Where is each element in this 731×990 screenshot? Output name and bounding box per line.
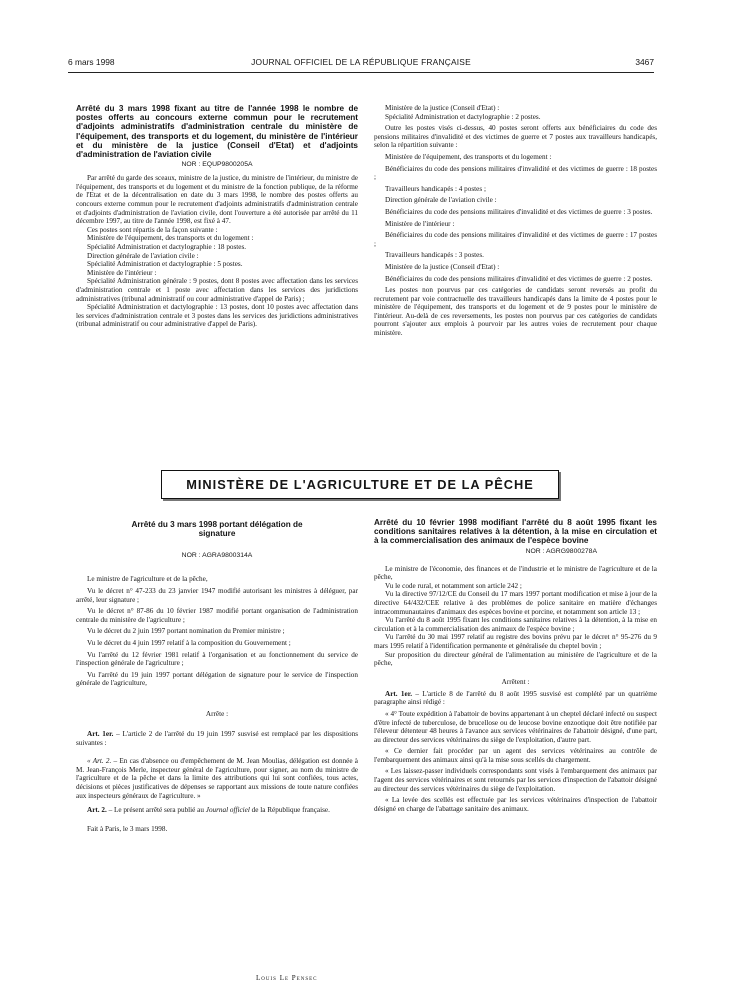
paragraph: Vu le décret n° 47-233 du 23 janvier 1947 modifié autorisant les ministres à déléguer, par arrêté, leur signature ; [76,587,358,604]
decree-delegation [76,520,358,833]
article-text: de la République française. [249,806,330,815]
article-1 [374,690,657,707]
paragraph: Vu le décret n° 87-86 du 10 février 1987 modifié portant organisation de l'administration centrale du ministère de l'agriculture ; [76,607,358,624]
paragraph: Sur proposition du directeur général de l'alimentation au ministère de l'agriculture et de la pêche, [374,650,657,668]
article-1 [76,730,358,747]
article-label: Art. 1er. [385,689,413,698]
paragraph: Par arrêté du garde des sceaux, ministre de la justice, du ministre de l'intérieur, du ministre de l'équipement, des transports et du logement et du ministre de la fonction publique, de la réforme de l'Etat et de la décentralisation en date du 3 mars 1998, le nombre des postes offerts au concours externe commun pour le recrutement d'adjoints administratifs d'administration centrale et d'adjoints d'administration de l'aviation civile, dont l'ouverture a été autorisée par arrêté du 11 décembre 1997, au titre de l'année 1998, est fixé à 47. [76,174,358,226]
paragraph: Spécialité Administration générale : 9 postes, dont 8 postes avec affectation dans les services d'administration centrale et 1 poste avec affectation dans les services des juridictions administratives (tribunal administratif ou cour administrative d'appel de Paris) ; [76,277,358,303]
arretent-heading: Arrêtent : [501,677,530,686]
paragraph: Vu l'arrêté du 30 mai 1997 relatif au registre des bovins prévu par le décret n° 95-276 du 9 mars 1995 relatif à l'identification permanente et généralisée du cheptel bovin ; [374,633,657,650]
done-at: Fait à Paris, le 3 mars 1998. [87,824,168,833]
paragraph: Bénéficiaires du code des pensions militaires d'invalidité et des victimes de guerre : 17 postes ; [374,231,657,248]
paragraph: Ministère de l'équipement, des transports et du logement : [87,234,254,243]
journal-title: JOURNAL OFFICIEL DE LA RÉPUBLIQUE FRANÇAISE [251,57,471,67]
ministry-banner [161,470,559,499]
journal-name: Journal officiel [205,806,250,815]
article-label: « Art. 2. [87,757,112,766]
article-2 [76,806,358,815]
paragraph: Ces postes sont répartis de la façon suivante : [87,225,218,234]
paragraph: Vu le décret du 4 juin 1997 relatif à la composition du Gouvernement ; [87,638,291,647]
paragraph: Bénéficiaires du code des pensions militaires d'invalidité et des victimes de guerre : 2 postes. [385,274,653,283]
nor-reference: NOR : AGRG9800278A [525,547,597,555]
paragraph: Vu le code rural, et notamment son article 242 ; [385,581,522,590]
paragraph: Outre les postes visés ci-dessus, 40 postes seront offerts aux bénéficiaires du code des pensions militaires d'invalidité et des victimes de guerre et 7 postes aux travailleurs handicapés, selon la répartition suivante : [374,124,657,150]
paragraph: Spécialité Administration et dactylographie : 18 postes. [87,242,247,251]
page-number: 3467 [635,57,654,67]
header-rule [68,72,654,73]
article-text: – L'article 8 de l'arrêté du 8 août 1995 susvisé est complété par un quatrième paragraphe ainsi rédigé : [374,689,657,707]
signature: Louis Le Pensec [256,974,318,982]
paragraph: Spécialité Administration et dactylographie : 2 postes. [385,112,541,121]
decree-equipement-right [374,104,657,338]
article-2-quote [76,757,358,800]
arrete-heading: Arrête : [205,709,229,718]
page-header [68,57,654,71]
paragraph: Bénéficiaires du code des pensions militaires d'invalidité et des victimes de guerre : 18 postes ; [374,164,657,182]
paragraph: Vu l'arrêté du 12 février 1981 relatif à l'organisation et au fonctionnement du service de l'inspection générale de l'agriculture ; [76,650,358,668]
header-date: 6 mars 1998 [68,57,115,67]
paragraph: Vu l'arrêté du 19 juin 1997 portant délégation de signature pour le service de l'inspection générale de l'agriculture, [76,670,358,688]
paragraph: Direction générale de l'aviation civile : [385,196,497,205]
nor-reference: NOR : EQUP9800205A [181,161,253,169]
quote-paragraph: « Les laissez-passer individuels correspondants sont visés à l'embarquement des animaux par l'agent des services vétérinaires et sont retournés par les services d'inspection de l'abattoir désigné au directeur des services vétérinaires du siège de l'exploitation. [374,767,657,793]
paragraph: Ministère de la justice (Conseil d'Etat) : [385,262,500,271]
paragraph: Bénéficiaires du code des pensions militaires d'invalidité et des victimes de guerre : 3 postes. [385,207,653,216]
paragraph: Le ministre de l'agriculture et de la pêche, [87,575,208,584]
decree-title: Arrêté du 3 mars 1998 portant délégation de signature [131,520,303,539]
paragraph: Spécialité Administration et dactylographie : 5 postes. [87,260,243,269]
quote-paragraph: « La levée des scellés est effectuée par les services vétérinaires d'inspection de l'abattoir désigné en charge de l'abattage sanitaire des animaux. [374,796,657,813]
decree-equipement-left [76,104,358,329]
quote-paragraph: « Ce dernier fait procéder par un agent des services vétérinaires au contrôle de l'embarquement des animaux ainsi qu'à la mise sous scellés du chargement. [374,747,657,764]
decree-title: Arrêté du 10 février 1998 modifiant l'arrêté du 8 août 1995 fixant les conditions sanitaires relatives à la détention, à la mise en circulation et à la commercialisation des animaux de l'espèce bovine [374,518,657,546]
article-label: Art. 1er. [87,729,114,738]
paragraph: Vu l'arrêté du 8 août 1995 fixant les conditions sanitaires relatives à la détention, à la mise en circulation et à la commercialisation des animaux de l'espèce bovine ; [374,616,657,633]
paragraph: Les postes non pourvus par ces catégories de candidats seront reversés au profit du recrutement par voie contractuelle des travailleurs handicapés dans la limite de 4 postes pour le ministère de l'équipement, des transports et du logement et de 9 postes pour le ministère de l'intérieur. Au-delà de ces reversements, les postes non pourvus par ces catégories de candidats pourront s'ajouter aux emplois à pourvoir par les autres voies de recrutement pour chaque ministère. [374,286,657,338]
nor-reference: NOR : AGRA9800314A [181,552,253,560]
paragraph: Ministère de l'équipement, des transports et du logement : [385,152,552,161]
paragraph: Spécialité Administration et dactylographie : 13 postes, dont 10 postes avec affectation dans les services d'administration centrale et 3 postes dans les services des juridictions administratives (tribunal administratif ou cour administrative d'appel de Paris). [76,303,358,329]
paragraph: Le ministre de l'économie, des finances et de l'industrie et le ministre de l'agriculture et de la pêche, [374,564,657,582]
article-text: – En cas d'absence ou d'empêchement de M. Jean Moulias, délégation est donnée à M. Jean-François Merle, inspecteur général de l'agriculture, pour signer, au nom du ministre de l'agriculture et de la pêche et dans la limite des attributions qui lui sont confiées, tous actes, décisions et pièces justificatives de dépenses se rapportant aux missions de toute nature confiées aux inspecteurs généraux de l'agriculture. » [76,757,358,800]
paragraph: Vu la directive 97/12/CE du Conseil du 17 mars 1997 portant modification et mise à jour de la directive 64/432/CEE relative à des problèmes de police sanitaire en matière d'échanges intracommunautaires d'animaux des espèces bovine et porcine, et notamment son article 13 ; [374,590,657,616]
article-label: Art. 2. [87,806,107,815]
paragraph: Travailleurs handicapés : 3 postes. [385,251,484,260]
article-text: – L'article 2 de l'arrêté du 19 juin 1997 susvisé est remplacé par les dispositions suivantes : [76,729,358,747]
ministry-name: MINISTÈRE DE L'AGRICULTURE ET DE LA PÊCHE [186,477,534,492]
paragraph: Ministère de l'intérieur : [87,268,157,277]
decree-bovine [374,518,657,813]
paragraph: Ministère de l'intérieur : [385,219,455,228]
quote-paragraph: « 4° Toute expédition à l'abattoir de bovins appartenant à un cheptel déclaré infecté ou suspect d'être infecté de tuberculose, de brucellose ou de leucose bovine enzootique doit être notifiée par l'éleveur détenteur 48 heures à l'avance aux services vétérinaires de l'abattoir désigné, d'une part, au directeur des services vétérinaires du siège de l'exploitation, d'autre part. [374,709,657,744]
paragraph: Vu le décret du 2 juin 1997 portant nomination du Premier ministre ; [87,627,285,636]
paragraph: Travailleurs handicapés : 4 postes ; [385,184,486,193]
paragraph: Ministère de la justice (Conseil d'Etat) : [385,104,500,112]
paragraph: Direction générale de l'aviation civile : [87,251,199,260]
decree-title: Arrêté du 3 mars 1998 fixant au titre de l'année 1998 le nombre de postes offerts au concours externe commun pour le recrutement d'adjoints administratifs d'administration centrale du ministère de l'équipement, des transports et du logement, du ministère de l'intérieur et du ministère de la justice (Conseil d'Etat) et d'adjoints d'administration de l'aviation civile [76,104,358,160]
article-text: – Le présent arrêté sera publié au [106,806,206,815]
